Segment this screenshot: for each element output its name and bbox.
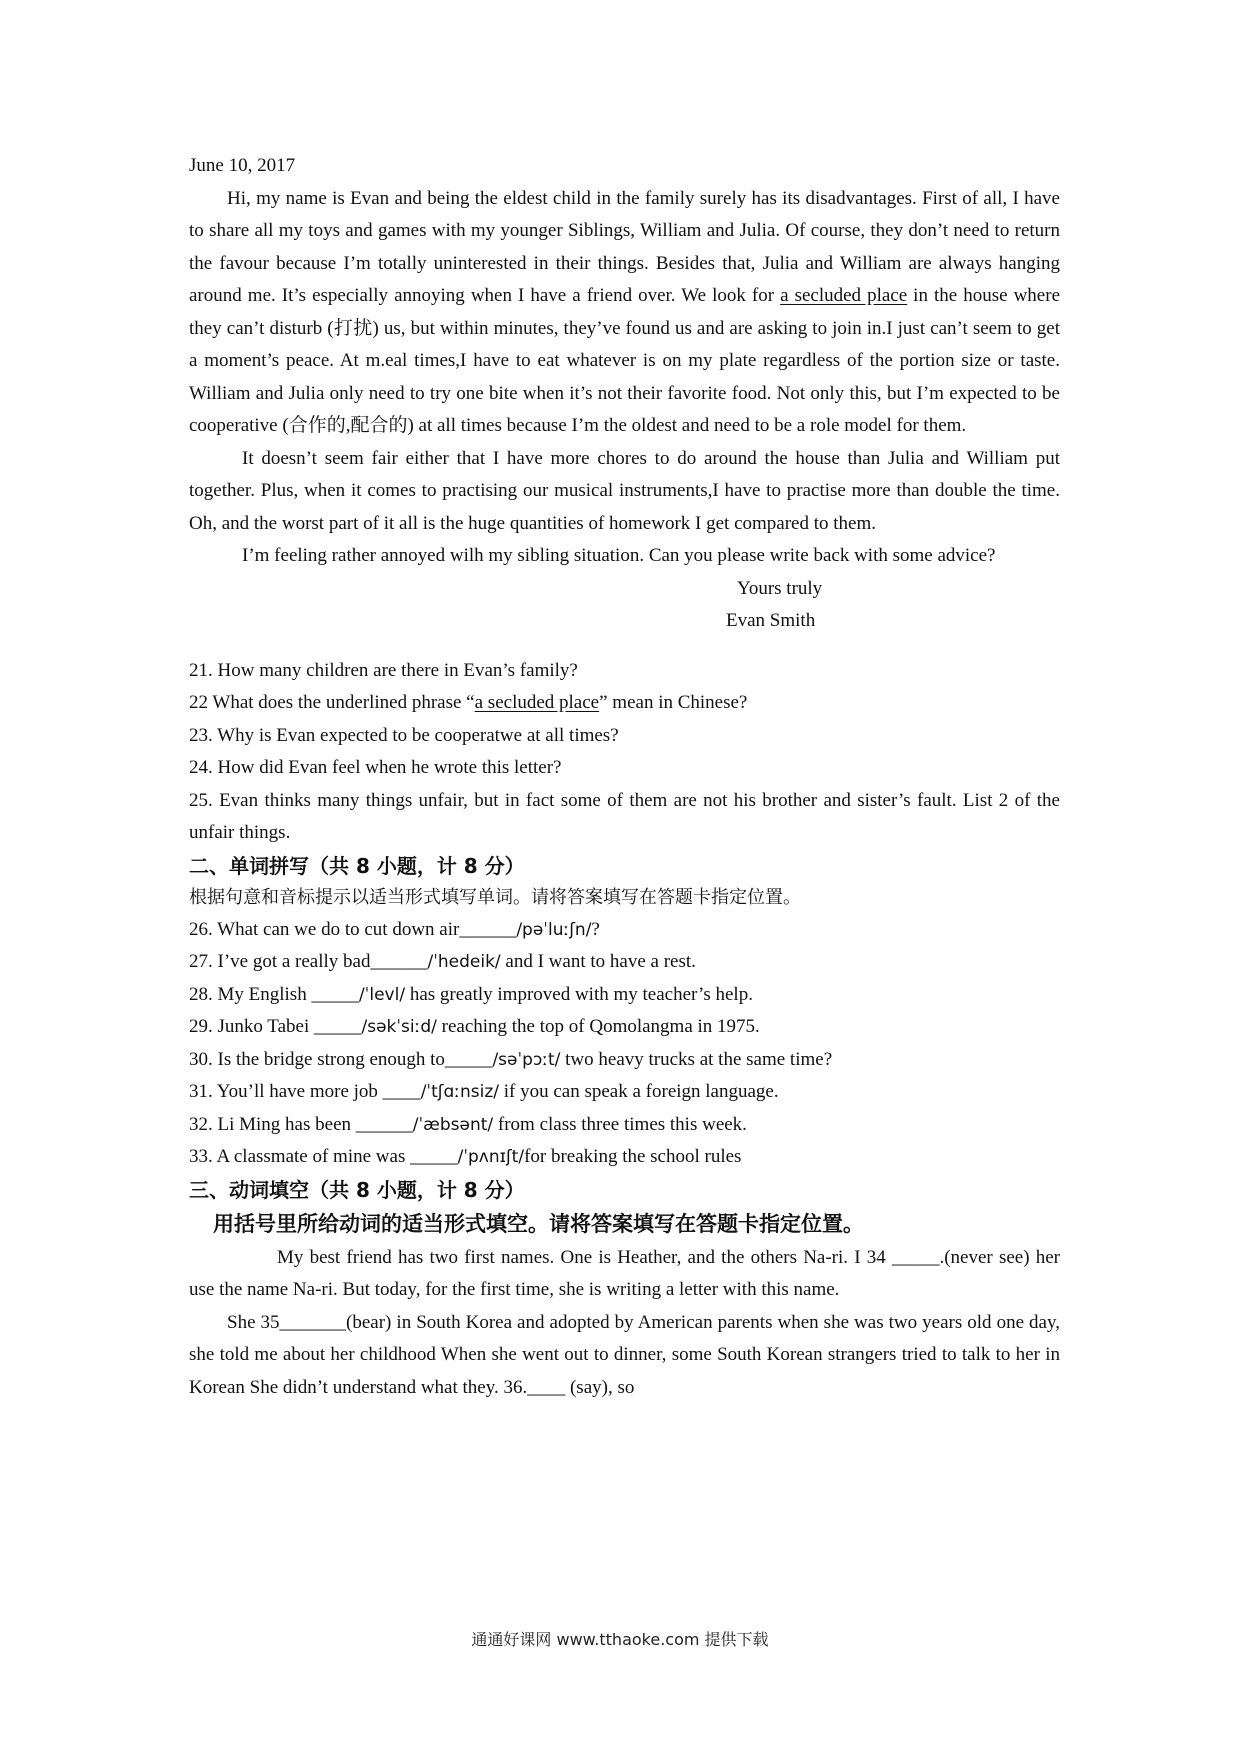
spelling-item-33 (189, 1141, 1060, 1174)
letter-closing: Yours truly (737, 577, 823, 599)
item-text-end: has greatly improved with my teacher’s help. (405, 983, 753, 1005)
question-22-end: ” mean in Chinese? (599, 692, 748, 713)
item-text: 29. Junko Tabei _____ (189, 1016, 362, 1037)
item-text-end: two heavy trucks at the same time? (560, 1048, 833, 1070)
section-2-title: 二、单词拼写（共 8 小题，计 8 分） (189, 853, 525, 878)
item-text: 28. My English _____ (189, 983, 359, 1005)
letter-date: June 10, 2017 (189, 155, 296, 176)
letter-signature: Evan Smith (726, 610, 816, 631)
item-text: 33. A classmate of mine was _____ (189, 1146, 458, 1167)
item-text: 31. You’ll have more job ____ (189, 1081, 421, 1102)
phonetic: /ˈtʃɑːnsiz/ (420, 1082, 499, 1102)
question-23: 23. Why is Evan expected to be cooperatwe at all times? (189, 724, 619, 746)
item-text: 30. Is the bridge strong enough to_____ (189, 1048, 493, 1070)
spelling-item-29 (189, 1011, 1060, 1044)
question-24: 24. How did Evan feel when he wrote this letter? (189, 757, 562, 778)
phonetic: /ˈlevl/ (358, 984, 406, 1005)
spacer (189, 638, 1060, 655)
phonetic: /ˈpʌnɪʃt/ (457, 1147, 525, 1167)
spelling-item-30 (189, 1044, 1060, 1077)
section-3-instruction: 用括号里所给动词的适当形式填空。请将答案填写在答题卡指定位置。 (213, 1211, 864, 1236)
item-text-end: and I want to have a rest. (500, 951, 696, 972)
letter-paragraph-1-start: Hi, my name is Evan and being the eldest child in the family surely has its disadvantages. First of all, I have to share all my toys and games with my younger Siblings, William and Julia. Of course, they don’t need to return the favour because I’m totally uninterested in their things. Besides that, Julia and William are always hanging around me. It’s especially annoying when I have a friend over. We look for (189, 187, 1060, 306)
item-text: 27. I’ve got a really bad______ (189, 951, 428, 972)
phonetic: /səˈpɔːt/ (492, 1049, 561, 1070)
question-22 (189, 687, 1060, 720)
item-text: 26. What can we do to cut down air______ (189, 918, 517, 940)
letter-paragraph-1 (189, 183, 1060, 443)
section-2-instruction: 根据句意和音标提示以适当形式填写单词。请将答案填写在答题卡指定位置。 (189, 886, 801, 908)
item-text-end: reaching the top of Qomolangma in 1975. (436, 1016, 760, 1037)
item-text-end: ? (591, 918, 600, 940)
phonetic: /səkˈsiːd/ (361, 1017, 437, 1037)
question-22-underlined: a secluded place (474, 692, 600, 713)
question-21: 21. How many children are there in Evan’s family? (189, 659, 578, 681)
phonetic: /pəˈluːʃn/ (516, 919, 592, 940)
spelling-item-28 (189, 979, 1060, 1012)
phonetic: /ˈhedeik/ (427, 952, 501, 972)
item-text: 32. Li Ming has been ______ (189, 1113, 413, 1135)
exam-page-body (189, 150, 1060, 1404)
verb-passage-paragraph-2: She 35_______(bear) in South Korea and adopted by American parents when she was two years old one day, she told me about her childhood When she went out to dinner, some South Korean strangers tried to talk to her in Korean She didn’t understand what they. 36.____ (say), so (189, 1311, 1060, 1398)
question-25: 25. Evan thinks many things unfair, but in fact some of them are not his brother and sister’s fault. List 2 of the unfair things. (189, 789, 1060, 843)
spelling-item-31 (189, 1076, 1060, 1109)
underlined-phrase: a secluded place (780, 285, 908, 306)
letter-paragraph-1-end: in the house where they can’t disturb (打扰) us, but within minutes, they’ve found us and are asking to join in.I just can’t seem to get a moment’s peace. At m.eal times,I have to eat whatever is on my plate regardless of the portion size or taste. William and Julia only need to try one bite when it’s not their favorite food. Not only this, but I’m expected to be cooperative (合作的,配合的) at all times because I’m the oldest and need to be a role model for them. (189, 285, 1060, 436)
item-text-end: from class three times this week. (493, 1113, 747, 1135)
item-text-end: if you can speak a foreign language. (499, 1081, 779, 1102)
section-3-title: 三、动词填空（共 8 小题，计 8 分） (189, 1177, 525, 1202)
phonetic: /ˈæbsənt/ (412, 1114, 494, 1135)
spelling-item-32 (189, 1109, 1060, 1142)
question-22-start: 22 What does the underlined phrase “ (189, 692, 475, 713)
letter-paragraph-3: I’m feeling rather annoyed wilh my sibling situation. Can you please write back with some advice? (242, 545, 996, 566)
verb-passage-paragraph-1: My best friend has two first names. One is Heather, and the others Na-ri. I 34 _____.(never see) her use the name Na-ri. But today, for the first time, she is writing a letter with this name. (189, 1246, 1060, 1300)
letter-paragraph-2: It doesn’t seem fair either that I have more chores to do around the house than Julia and William put together. Plus, when it comes to practising our musical instruments,I have to practise more than double the time. Oh, and the worst part of it all is the huge quantities of homework I get compared to them. (189, 447, 1060, 534)
item-text-end: for breaking the school rules (524, 1146, 742, 1167)
page-footer: 通通好课网 www.tthaoke.com 提供下载 (471, 1630, 769, 1649)
spelling-item-26 (189, 914, 1060, 947)
spelling-item-27 (189, 946, 1060, 979)
